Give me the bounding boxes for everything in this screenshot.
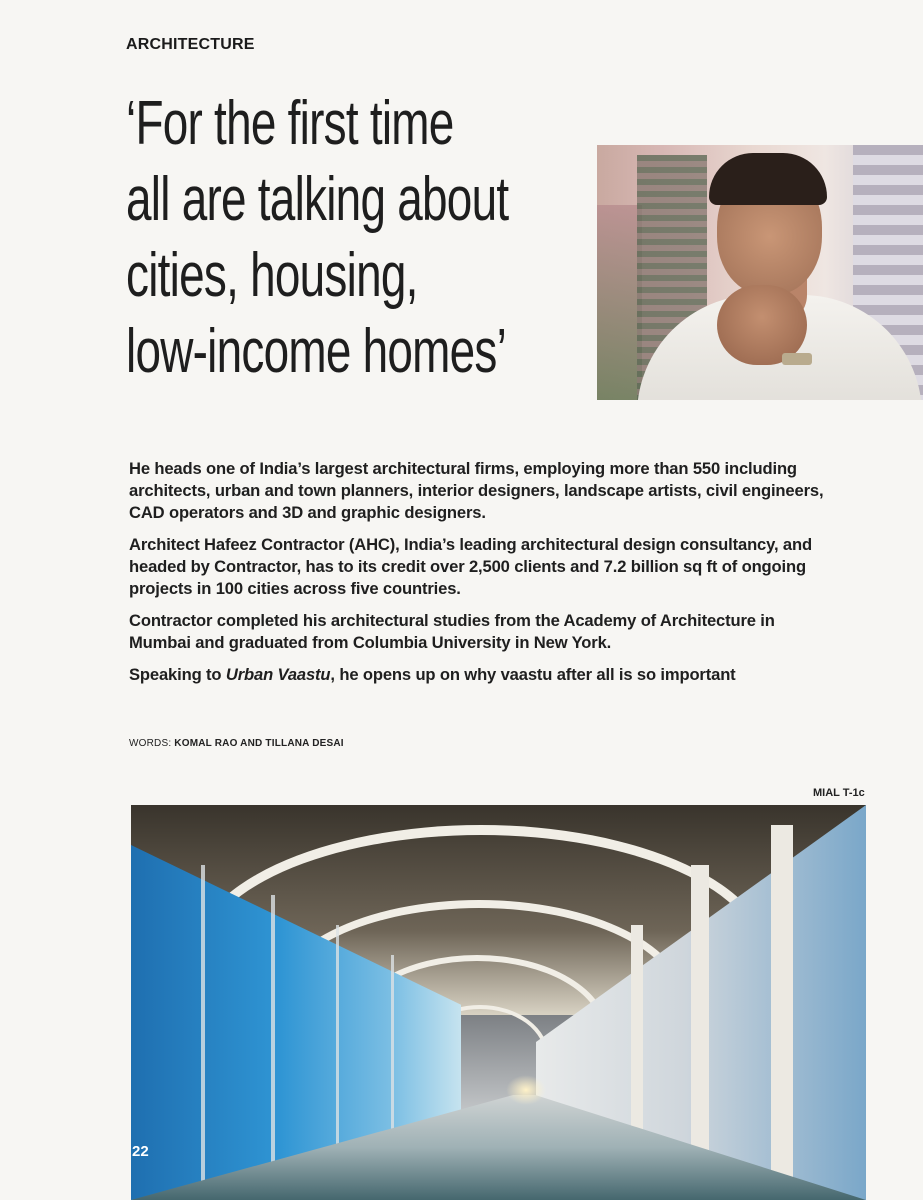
byline-label: WORDS: [129,738,175,749]
headline-line: all are talking about [126,165,509,234]
section-label: ARCHITECTURE [126,36,255,53]
byline [129,738,344,749]
publication-name: Urban Vaastu [225,665,331,684]
intro-text-part: Speaking to [129,665,226,684]
headline-line: cities, housing, [126,241,418,310]
byline-names: KOMAL RAO AND TILLANA DESAI [174,738,344,749]
headline-line: ‘For the first time [126,89,454,158]
page-number: 22 [132,1143,149,1160]
intro-text [129,458,829,696]
intro-paragraph [129,664,829,686]
intro-paragraph: He heads one of India’s largest architectural firms, employing more than 550 including architects, urban and town planners, interior designers, landscape artists, civil engineers, CAD operators and 3D and graphic designers. [129,459,824,522]
headline [126,86,509,390]
intro-text-part: , he opens up on why vaastu after all is so important [330,665,736,684]
terminal-photo [131,805,866,1200]
intro-paragraph: Contractor completed his architectural studies from the Academy of Architecture in Mumbai and graduated from Columbia University in New York. [129,611,775,652]
photo-caption-tag: MIAL T-1c [813,787,865,799]
intro-paragraph: Architect Hafeez Contractor (AHC), India’s leading architectural design consultancy, and headed by Contractor, has to its credit over 2,500 clients and 7.2 billion sq ft of ongoing projects in 100 cities across five countries. [129,535,812,598]
portrait-photo [597,145,923,400]
headline-line: low-income homes’ [126,317,507,386]
